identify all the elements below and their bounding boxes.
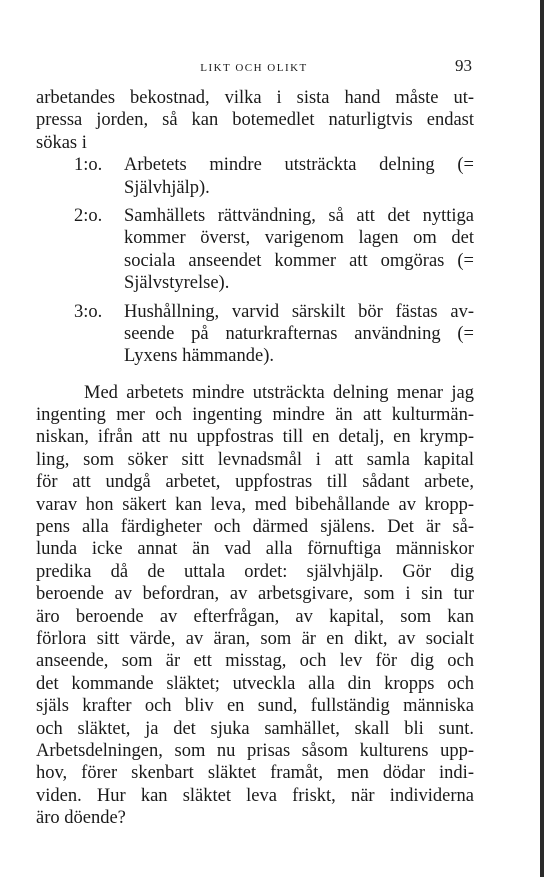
text-line: kommer överst, varigenom lagen om det (124, 228, 474, 249)
text-line: Samhällets rättvändning, så att det nyttiga (124, 205, 474, 226)
list-number: 1:o. (74, 155, 103, 176)
text-line: Självstyrelse). (124, 273, 230, 294)
page-edge (540, 0, 544, 877)
list-item-2 (36, 205, 474, 295)
text-line: ling, som söker sitt levnadsmål i att samla kapital (36, 449, 474, 470)
running-title: LIKT OCH OLIKT (200, 62, 308, 74)
page-header (36, 56, 472, 80)
text-line: niskan, ifrån att nu uppfostras till en detalj, en krymp- (36, 427, 474, 448)
text-line: sökas i (36, 132, 87, 153)
text-line: det kommande släktet; utveckla alla din kropps och (36, 673, 474, 694)
list-item-1 (36, 154, 474, 199)
text-line: Arbetsdelningen, som nu prisas såsom kulturens upp- (36, 740, 474, 761)
text-line: för att undgå arbetet, uppfostras till sådant arbete, (36, 472, 474, 493)
text-line: seende på naturkrafternas användning (= (124, 323, 474, 344)
page-number: 93 (455, 56, 472, 75)
list-number: 2:o. (74, 205, 103, 226)
list-number: 3:o. (74, 301, 103, 322)
text-line: Lyxens hämmande). (124, 346, 275, 367)
text-line: beroende av befordran, av arbetsgivare, som i sin tur (36, 584, 474, 605)
text-line: äro döende? (36, 808, 126, 829)
paragraph (36, 382, 474, 830)
text-line: ingenting mer och ingenting mindre än att kulturmän- (36, 405, 474, 426)
text-line: Hushållning, varvid särskilt bör fästas av- (124, 301, 474, 322)
text-line: hov, förer skenbart släktet framåt, men dödar indi- (36, 763, 474, 784)
text-line: varav hon säkert kan leva, med bibehållande av kropp- (36, 494, 474, 515)
text-line: viden. Hur kan släktet leva friskt, när individerna (36, 785, 474, 806)
text-line: Självhjälp). (124, 177, 210, 198)
text-line: arbetandes bekostnad, vilka i sista hand måste ut- (36, 88, 474, 108)
text-line: själs krafter och bliv en sund, fullständig människa (36, 696, 474, 717)
body-text (36, 87, 474, 830)
text-line: äro beroende av efterfrågan, av kapital, som kan (36, 606, 474, 627)
text-line: pens alla färdigheter och därmed själens. Det är så- (36, 517, 474, 538)
text-line: Arbetets mindre utsträckta delning (= (124, 155, 474, 176)
text-line: anseende, som är ett misstag, och lev för dig och (36, 651, 474, 672)
text-line: lunda icke annat än vad alla förnuftiga människor (36, 539, 474, 560)
text-line: sociala anseendet kommer att omgöras (= (124, 250, 474, 271)
text-line: Med arbetets mindre utsträckta delning menar jag (84, 382, 474, 403)
list-item-3 (36, 301, 474, 368)
text-line: pressa jorden, så kan botemedlet naturligtvis endast (36, 110, 474, 131)
text-line: förlora sitt värde, av äran, som är en dikt, av socialt (36, 628, 474, 649)
text-line: predika då de uttala ordet: självhjälp. Gör dig (36, 561, 474, 582)
text-line: och släktet, ja det sjuka samhället, skall bli sunt. (36, 718, 474, 739)
